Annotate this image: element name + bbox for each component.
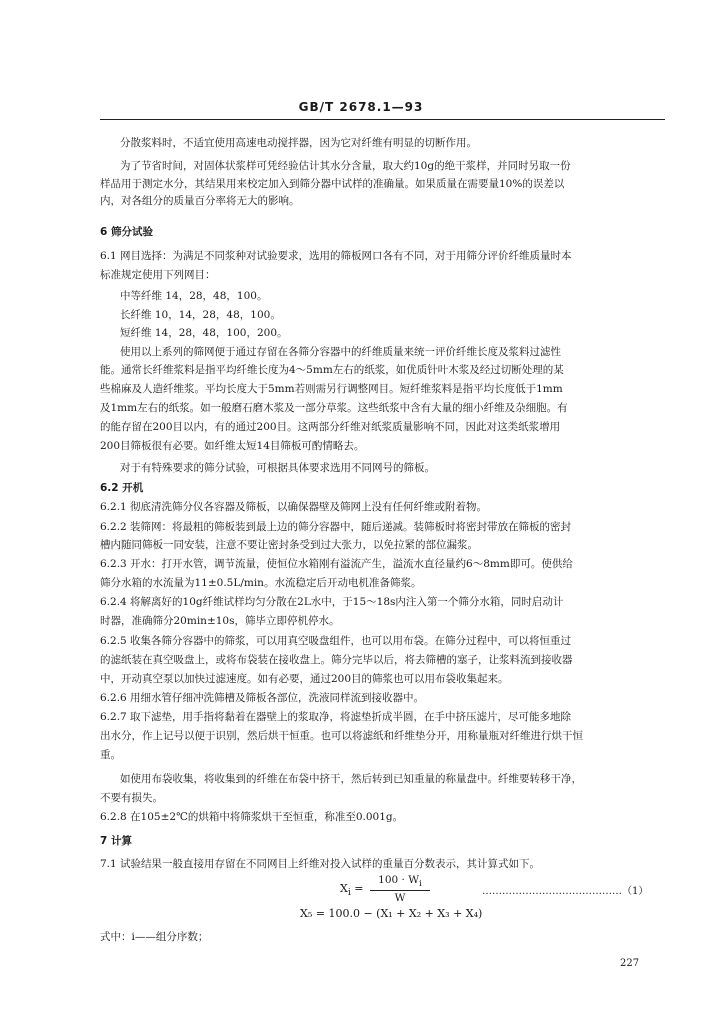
text-line: 的滤纸装在真空吸盘上，或将布袋装在接收盘上。筛分完毕以后，将去筛槽的塞子，让浆料流到接收器 [100,654,573,666]
section-heading: 6 筛分试验 [100,226,153,238]
formula-2: X₅ = 100.0 − (X₁ + X₂ + X₃ + X₄) [300,907,483,920]
text-line: 6.2.1 彻底清洗筛分仪各容器及筛板，以确保器壁及筛网上没有任何纤维或附着物。 [100,501,488,513]
text-line: 如使用布袋收集，将收集到的纤维在布袋中挤干，然后转到已知重量的称量盘中。纤维要转移干净， [120,773,582,785]
text-line: 及1mm左右的纸浆。如一般磨石磨木浆及一部分草浆。这些纸浆中含有大量的细小纤维及杂细胞。有 [100,402,568,414]
page-number: 227 [620,958,640,969]
text-line: 的能存留在200目以内，有的通过200目。这两部分纤维对纸浆质量影响不同，因此对这类纸浆增用 [100,421,561,433]
text-line: 6.1 网目选择：为满足不同浆种对试验要求，选用的筛板网口各有不同，对于用筛分评价纤维质量时本 [100,250,572,262]
text-line: 些棉麻及人造纤维浆。平均长度大于5mm若则需另行调整网目。短纤维浆料是指平均长度低于1mm [100,383,563,395]
text-line: 6.2.6 用细水管仔细冲洗筛槽及筛板各部位，洗液同样流到接收器中。 [100,692,425,704]
text-line: 7.1 试验结果一般直接用存留在不同网目上纤维对投入试样的重量百分数表示，其计算式如下。 [100,858,541,870]
text-line: 为了节省时间，对固体状浆样可凭经验估计其水分含量，取大约10g的绝干浆样，并同时另取一份 [120,160,571,172]
text-line: 筛分水箱的水流量为11±0.5L/min。水流稳定后开动电机准备筛浆。 [100,577,422,589]
text-line: 重。 [100,749,121,761]
text-line: 中，开动真空泵以加快过滤速度。如有必要，通过200目的筛浆也可以用布袋收集起来。 [100,673,509,685]
text-line: 能。通常长纤维浆料是指平均纤维长度为4～5mm左右的纸浆，如优质针叶木浆及经过切断处理的某 [100,364,564,376]
text-line: 不要有损失。 [100,792,163,804]
text-line: 标准规定使用下列网目： [100,269,216,281]
text-line: 200目筛板很有必要。如纤维太短14目筛板可酌情略去。 [100,440,365,452]
text-line: 中等纤维 14，28，48，100。 [120,290,268,302]
text-line: 6.2.3 开水：打开水管，调节流量，使恒位水箱刚有溢流产生，溢流水直径量约6～8mm即可。使供给 [100,558,573,570]
text-line: 内，对各组分的质量百分率将无大的影响。 [100,195,300,207]
text-line: 6.2.7 取下滤垫，用手指将黏着在器壁上的浆取净，将滤垫折成半圆，在手中挤压滤片，尽可能多地除 [100,711,572,723]
formula-lhs: $X_i$ = [340,882,364,899]
text-line: 槽内随同筛板一同安装，注意不要让密封条受到过大张力，以免拉紧的部位漏浆。 [100,539,478,551]
section-heading: 6.2 开机 [100,482,144,494]
text-line: 时器，准确筛分20min±10s，筛毕立即停机停水。 [100,615,340,627]
text-line: 使用以上系列的筛网便于通过存留在各筛分容器中的纤维质量来统一评价纤维长度及浆料过滤性 [120,346,561,358]
header-rule [100,119,665,120]
text-line: 6.2.5 收集各筛分容器中的筛浆，可以用真空吸盘组件，也可以用布袋。在筛分过程中，可以将恒重过 [100,635,572,647]
standard-code-header: GB/T 2678.1—93 [298,100,424,114]
text-line: 样品用于测定水分，其结果用来校定加入到筛分器中试样的准确量。如果质量在需要量10%的误差以 [100,178,565,190]
section-heading: 7 计算 [100,835,132,847]
fraction-denominator: W [394,892,406,905]
formula-fraction [370,874,430,904]
formula-tag: ……………………………………（1） [482,886,649,897]
text-line: 长纤维 10，14，28，48，100。 [120,309,281,321]
text-line: 6.2.2 装筛网：将最粗的筛板装到最上边的筛分容器中，随后递减。装筛板时将密封带放在筛板的密封 [100,521,572,533]
text-line: 分散浆料时，不适宜使用高速电动搅拌器，因为它对纤维有明显的切断作用。 [120,137,477,149]
text-line: 6.2.4 将解离好的10g纤维试样均匀分散在2L水中，于15～18s内注入第一个筛分水箱，同时启动计 [100,596,564,608]
text-line: 对于有特殊要求的筛分试验，可根据具体要求选用不同网号的筛板。 [120,462,435,474]
fraction-numerator: $100 \cdot W_i$ [370,874,430,891]
text-line: 式中：i——组分序数； [100,931,209,943]
text-line: 出水分，作上记号以便于识别，然后烘干恒重。也可以将滤纸和纤维垫分开，用称量瓶对纤维进行烘干恒 [100,730,583,742]
text-line: 短纤维 14，28，48，100，200。 [120,327,288,339]
text-line: 6.2.8 在105±2℃的烘箱中将筛浆烘干至恒重，称准至0.001g。 [100,811,404,823]
